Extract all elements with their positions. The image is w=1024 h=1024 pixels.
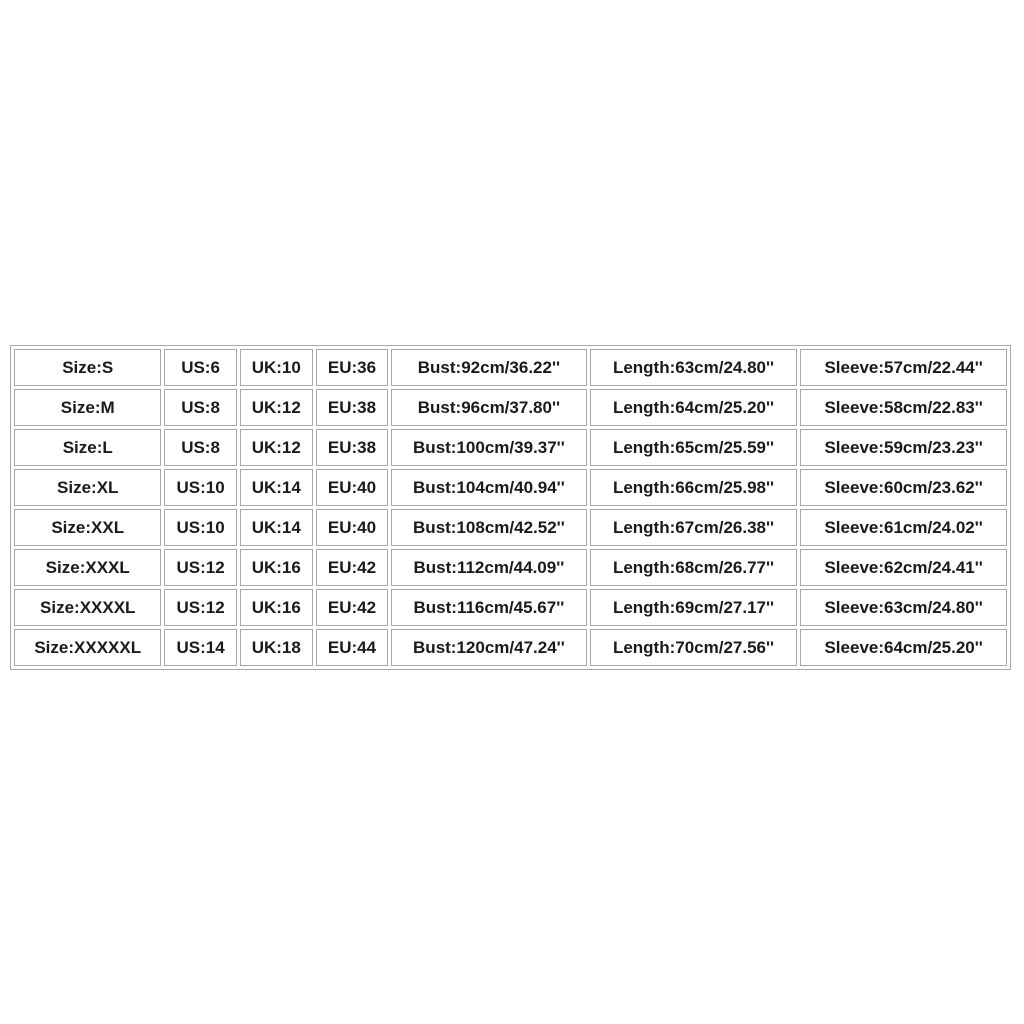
bust-cell: Bust:120cm/47.24'' bbox=[391, 629, 587, 666]
sleeve-cell: Sleeve:61cm/24.02'' bbox=[800, 509, 1007, 546]
sleeve-cell: Sleeve:62cm/24.41'' bbox=[800, 549, 1007, 586]
bust-cell: Bust:96cm/37.80'' bbox=[391, 389, 587, 426]
size-cell: Size:XXXXL bbox=[14, 589, 161, 626]
us-size-cell: US:14 bbox=[164, 629, 236, 666]
length-cell: Length:68cm/26.77'' bbox=[590, 549, 798, 586]
uk-size-cell: UK:10 bbox=[240, 349, 313, 386]
uk-size-cell: UK:16 bbox=[240, 549, 313, 586]
length-cell: Length:70cm/27.56'' bbox=[590, 629, 798, 666]
uk-size-cell: UK:12 bbox=[240, 389, 313, 426]
length-cell: Length:64cm/25.20'' bbox=[590, 389, 798, 426]
us-size-cell: US:12 bbox=[164, 549, 236, 586]
size-cell: Size:XXXL bbox=[14, 549, 161, 586]
table-row bbox=[14, 429, 1007, 466]
uk-size-cell: UK:16 bbox=[240, 589, 313, 626]
sleeve-cell: Sleeve:59cm/23.23'' bbox=[800, 429, 1007, 466]
eu-size-cell: EU:40 bbox=[316, 469, 388, 506]
table-row bbox=[14, 509, 1007, 546]
length-cell: Length:63cm/24.80'' bbox=[590, 349, 798, 386]
sleeve-cell: Sleeve:58cm/22.83'' bbox=[800, 389, 1007, 426]
us-size-cell: US:12 bbox=[164, 589, 236, 626]
size-cell: Size:M bbox=[14, 389, 161, 426]
sleeve-cell: Sleeve:60cm/23.62'' bbox=[800, 469, 1007, 506]
eu-size-cell: EU:36 bbox=[316, 349, 388, 386]
us-size-cell: US:10 bbox=[164, 509, 236, 546]
table-row bbox=[14, 389, 1007, 426]
eu-size-cell: EU:44 bbox=[316, 629, 388, 666]
uk-size-cell: UK:18 bbox=[240, 629, 313, 666]
uk-size-cell: UK:14 bbox=[240, 509, 313, 546]
size-cell: Size:L bbox=[14, 429, 161, 466]
bust-cell: Bust:92cm/36.22'' bbox=[391, 349, 587, 386]
eu-size-cell: EU:38 bbox=[316, 389, 388, 426]
us-size-cell: US:6 bbox=[164, 349, 236, 386]
length-cell: Length:67cm/26.38'' bbox=[590, 509, 798, 546]
table-row bbox=[14, 589, 1007, 626]
length-cell: Length:69cm/27.17'' bbox=[590, 589, 798, 626]
uk-size-cell: UK:14 bbox=[240, 469, 313, 506]
sleeve-cell: Sleeve:64cm/25.20'' bbox=[800, 629, 1007, 666]
size-chart-body bbox=[14, 349, 1007, 666]
eu-size-cell: EU:38 bbox=[316, 429, 388, 466]
size-cell: Size:XXXXXL bbox=[14, 629, 161, 666]
table-row bbox=[14, 349, 1007, 386]
size-cell: Size:XXL bbox=[14, 509, 161, 546]
table-row bbox=[14, 549, 1007, 586]
size-cell: Size:XL bbox=[14, 469, 161, 506]
bust-cell: Bust:108cm/42.52'' bbox=[391, 509, 587, 546]
bust-cell: Bust:116cm/45.67'' bbox=[391, 589, 587, 626]
length-cell: Length:65cm/25.59'' bbox=[590, 429, 798, 466]
table-row bbox=[14, 469, 1007, 506]
table-row bbox=[14, 629, 1007, 666]
sleeve-cell: Sleeve:57cm/22.44'' bbox=[800, 349, 1007, 386]
us-size-cell: US:8 bbox=[164, 429, 236, 466]
eu-size-cell: EU:40 bbox=[316, 509, 388, 546]
bust-cell: Bust:112cm/44.09'' bbox=[391, 549, 587, 586]
us-size-cell: US:8 bbox=[164, 389, 236, 426]
sleeve-cell: Sleeve:63cm/24.80'' bbox=[800, 589, 1007, 626]
eu-size-cell: EU:42 bbox=[316, 549, 388, 586]
eu-size-cell: EU:42 bbox=[316, 589, 388, 626]
size-chart-table bbox=[10, 345, 1011, 670]
us-size-cell: US:10 bbox=[164, 469, 236, 506]
size-cell: Size:S bbox=[14, 349, 161, 386]
bust-cell: Bust:104cm/40.94'' bbox=[391, 469, 587, 506]
length-cell: Length:66cm/25.98'' bbox=[590, 469, 798, 506]
bust-cell: Bust:100cm/39.37'' bbox=[391, 429, 587, 466]
uk-size-cell: UK:12 bbox=[240, 429, 313, 466]
